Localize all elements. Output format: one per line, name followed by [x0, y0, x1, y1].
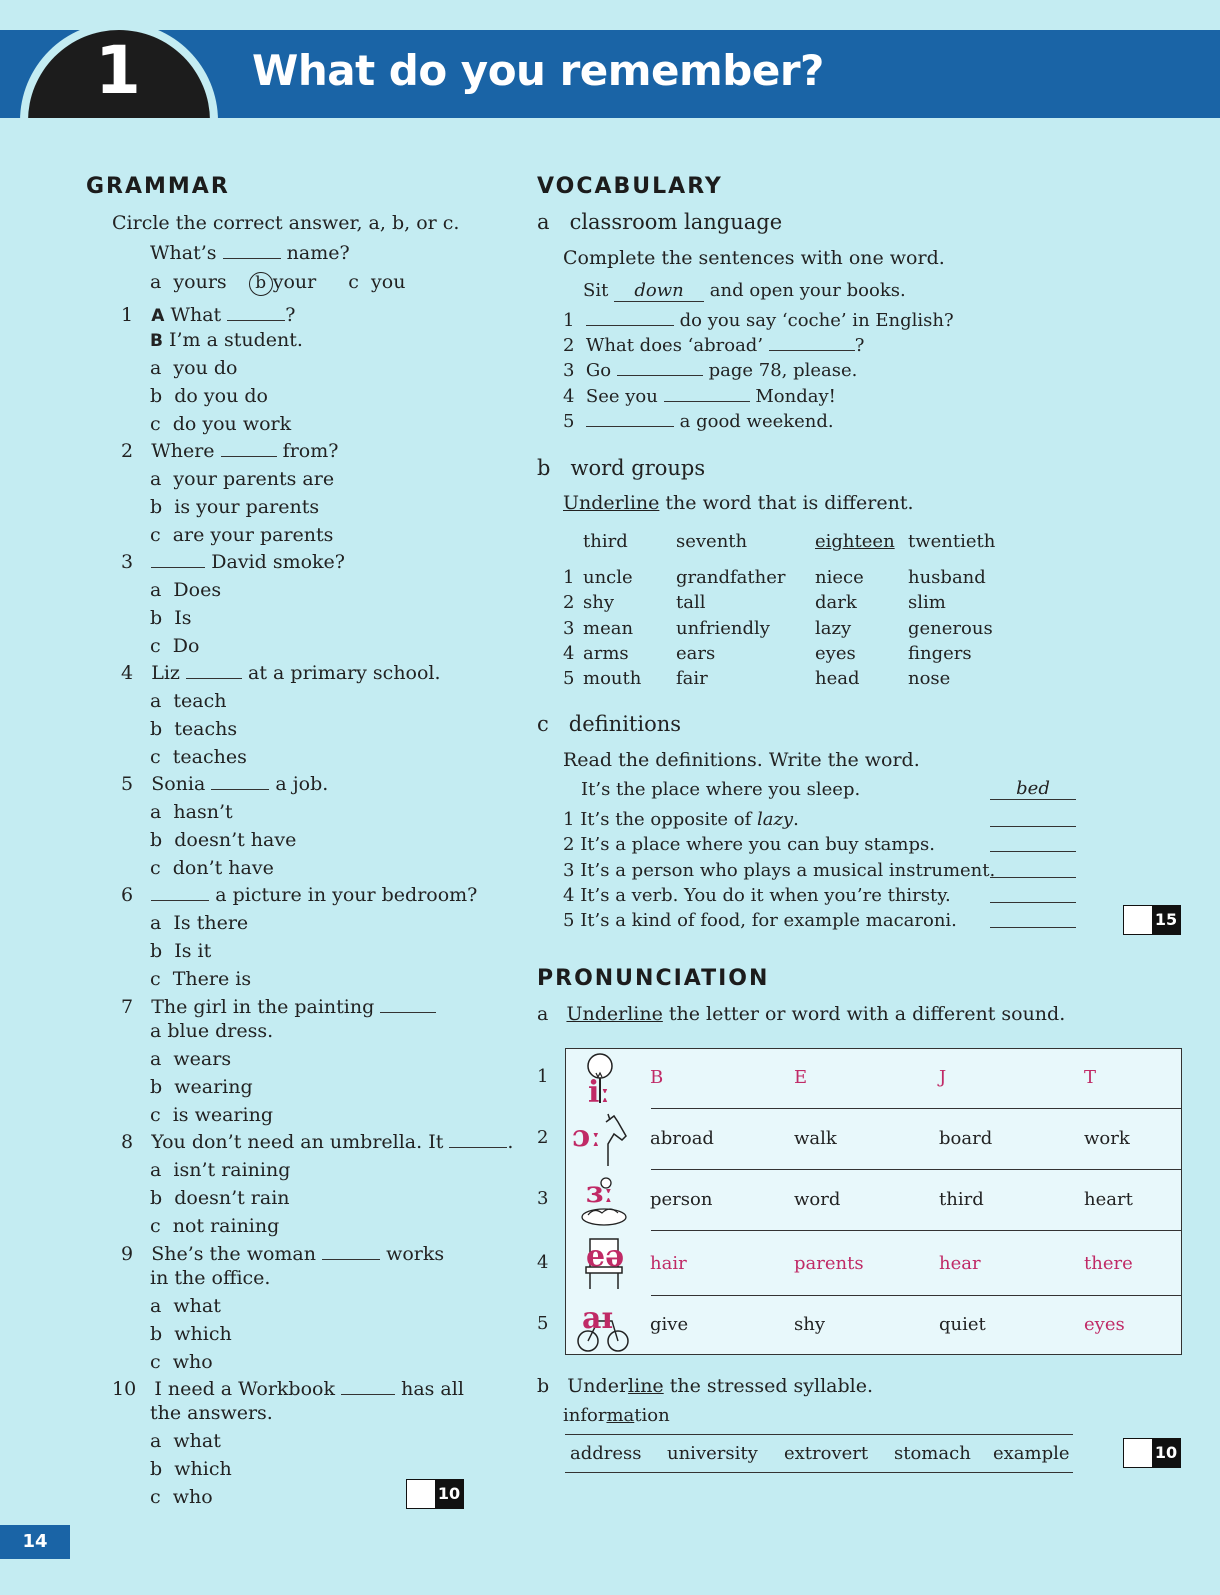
pron-word[interactable]: board — [939, 1128, 993, 1149]
definition-item: 5 It’s a kind of food, for example macaroni. — [563, 910, 957, 932]
grammar-q1-option-a[interactable]: a you do — [150, 357, 238, 379]
pron-word[interactable]: hair — [650, 1253, 687, 1274]
stress-word[interactable]: university — [667, 1443, 758, 1464]
grammar-q4-option-c[interactable]: c teaches — [150, 746, 247, 768]
vocab-a-heading: a classroom language — [537, 210, 783, 234]
word-group-word[interactable]: ears — [676, 642, 716, 664]
grammar-q2-option-a[interactable]: a your parents are — [150, 468, 335, 490]
word-group-word[interactable]: husband — [908, 567, 986, 588]
word-group-number: 2 — [563, 592, 575, 614]
answer-line[interactable] — [990, 826, 1076, 827]
word-group-number: 1 — [563, 567, 575, 588]
grammar-q4: 4 Liz at a primary school. — [121, 662, 441, 684]
vocab-c-instruction: Read the definitions. Write the word. — [563, 749, 920, 771]
word-group-word[interactable]: grandfather — [676, 567, 786, 588]
grammar-q4-option-a[interactable]: a teach — [150, 690, 227, 712]
vocab-a-example: Sit down and open your books. — [583, 280, 906, 301]
vocab-b-example-3: eighteen — [815, 531, 895, 552]
vocab-c-example: It’s the place where you sleep. — [581, 779, 861, 800]
grammar-q2: 2 Where from? — [121, 440, 339, 462]
stress-word[interactable]: stomach — [894, 1443, 971, 1464]
vocab-a-item-5: 5 a good weekend. — [563, 411, 834, 432]
definition-item: 3 It’s a person who plays a musical instrument. — [563, 859, 996, 881]
word-group-word[interactable]: arms — [583, 642, 629, 664]
definition-item: 2 It’s a place where you can buy stamps. — [563, 834, 935, 856]
circled-answer: b — [249, 272, 273, 296]
pron-b-example: information — [563, 1405, 670, 1426]
grammar-q9-option-b[interactable]: b which — [150, 1323, 232, 1345]
pron-word[interactable]: J — [939, 1067, 947, 1088]
pron-word[interactable]: word — [794, 1189, 841, 1210]
phoneme-symbol: aɪ — [582, 1301, 613, 1336]
grammar-example-question: What’s name? — [150, 242, 350, 264]
pron-word[interactable]: E — [794, 1067, 808, 1088]
pron-word[interactable]: hear — [939, 1253, 981, 1274]
pron-row-number: 3 — [537, 1188, 549, 1209]
word-group-word[interactable]: slim — [908, 592, 946, 614]
grammar-q3-option-a[interactable]: a Does — [150, 579, 222, 601]
grammar-instruction: Circle the correct answer, a, b, or c. — [112, 212, 460, 234]
word-group-word[interactable]: mean — [583, 617, 634, 639]
stress-word[interactable]: extrovert — [784, 1443, 869, 1464]
word-group-word[interactable]: nose — [908, 668, 951, 690]
grammar-q9: 9 She’s the woman works — [121, 1243, 445, 1265]
word-group-word[interactable]: tall — [676, 592, 706, 614]
pron-word[interactable]: give — [650, 1314, 689, 1335]
grammar-q1: 1 A What ? — [121, 304, 296, 326]
pron-a-instruction: a Underline the letter or word with a different sound. — [537, 1003, 1066, 1025]
grammar-q4-option-b[interactable]: b teachs — [150, 718, 238, 740]
pronunciation-score-box[interactable]: 10 — [1123, 1438, 1181, 1468]
pron-word[interactable]: person — [650, 1189, 713, 1210]
pron-row-number: 2 — [537, 1127, 549, 1148]
pron-word[interactable]: shy — [794, 1314, 825, 1335]
grammar-q1-reply: B I’m a student. — [150, 329, 303, 351]
grammar-q9-option-c[interactable]: c who — [150, 1351, 213, 1373]
grammar-q7-line2: a blue dress. — [150, 1020, 274, 1042]
answer-line[interactable] — [990, 877, 1076, 878]
word-group-word[interactable]: mouth — [583, 668, 642, 690]
vocabulary-score-box[interactable]: 15 — [1123, 905, 1181, 935]
vocab-b-heading: b word groups — [537, 456, 706, 480]
grammar-q2-option-b[interactable]: b is your parents — [150, 496, 320, 518]
word-group-word[interactable]: shy — [583, 592, 614, 614]
grammar-q10-option-c[interactable]: c who — [150, 1486, 213, 1508]
pron-row-number: 5 — [537, 1313, 549, 1334]
word-group-number: 3 — [563, 617, 575, 639]
word-group-number: 4 — [563, 642, 575, 664]
page-title: What do you remember? — [252, 46, 824, 95]
grammar-q8-option-b[interactable]: b doesn’t rain — [150, 1187, 290, 1209]
vocab-a-item-4: 4 See you Monday! — [563, 386, 836, 407]
definition-item: 1 It’s the opposite of lazy. — [563, 809, 799, 830]
grammar-q7-option-b[interactable]: b wearing — [150, 1076, 253, 1098]
stress-word[interactable]: address — [570, 1443, 642, 1464]
word-group-word[interactable]: eyes — [815, 642, 856, 664]
stress-word[interactable]: example — [993, 1443, 1070, 1464]
grammar-q7: 7 The girl in the painting — [121, 996, 436, 1018]
grammar-q5: 5 Sonia a job. — [121, 773, 329, 795]
phoneme-symbol: eə — [586, 1239, 625, 1274]
word-group-word[interactable]: uncle — [583, 567, 633, 588]
grammar-q10: 10 I need a Workbook has all — [112, 1378, 464, 1400]
pron-word[interactable]: quiet — [939, 1314, 986, 1335]
pron-word[interactable]: abroad — [650, 1128, 714, 1149]
grammar-q7-option-a[interactable]: a wears — [150, 1048, 232, 1070]
grammar-q3-option-b[interactable]: b Is — [150, 607, 192, 629]
grammar-q8-option-c[interactable]: c not raining — [150, 1215, 280, 1237]
grammar-q10-line2: the answers. — [150, 1402, 273, 1424]
vocab-b-example-2: seventh — [676, 531, 748, 552]
pron-word[interactable]: heart — [1084, 1189, 1133, 1210]
grammar-title: GRAMMAR — [86, 174, 230, 199]
grammar-q10-option-b[interactable]: b which — [150, 1458, 232, 1480]
word-group-word[interactable]: niece — [815, 567, 864, 588]
pron-b-instruction: b Underline the stressed syllable. — [537, 1375, 874, 1397]
unit-number: 1 — [95, 32, 141, 109]
word-group-word[interactable]: head — [815, 668, 860, 690]
grammar-q2-option-c[interactable]: c are your parents — [150, 524, 334, 546]
pron-word[interactable]: work — [1084, 1128, 1130, 1149]
pron-row-number: 4 — [537, 1252, 549, 1273]
grammar-q3-option-c[interactable]: c Do — [150, 635, 200, 657]
phoneme-symbol: ɔː — [572, 1119, 602, 1154]
pron-row-number: 1 — [537, 1066, 549, 1087]
phoneme-symbol: iː — [588, 1075, 611, 1110]
grammar-q6-option-c[interactable]: c There is — [150, 968, 252, 990]
word-group-word[interactable]: lazy — [815, 617, 852, 639]
grammar-q9-option-a[interactable]: a what — [150, 1295, 221, 1317]
answer-line[interactable] — [990, 902, 1076, 903]
grammar-q8: 8 You don’t need an umbrella. It . — [121, 1131, 514, 1153]
vocab-b-instruction: Underline the word that is different. — [563, 492, 914, 514]
phoneme-symbol: ɜː — [586, 1175, 614, 1210]
pron-word[interactable]: eyes — [1084, 1314, 1125, 1335]
word-group-word[interactable]: generous — [908, 617, 993, 639]
vocab-b-example-1: third — [583, 531, 628, 552]
pron-word[interactable]: walk — [794, 1128, 837, 1149]
pronunciation-title: PRONUNCIATION — [537, 966, 770, 991]
word-group-number: 5 — [563, 668, 575, 690]
grammar-q1-option-b[interactable]: b do you do — [150, 385, 268, 407]
grammar-q5-option-a[interactable]: a hasn’t — [150, 801, 233, 823]
grammar-q6-option-a[interactable]: a Is there — [150, 912, 249, 934]
grammar-q3: 3 David smoke? — [121, 551, 345, 573]
vocab-c-heading: c definitions — [537, 712, 682, 736]
word-group-word[interactable]: unfriendly — [676, 617, 770, 639]
grammar-q8-option-a[interactable]: a isn’t raining — [150, 1159, 291, 1181]
grammar-q10-option-a[interactable]: a what — [150, 1430, 221, 1452]
vocab-b-example-4: twentieth — [908, 531, 996, 552]
pron-word[interactable]: there — [1084, 1253, 1133, 1274]
vocab-a-item-3: 3 Go page 78, please. — [563, 360, 858, 381]
word-group-word[interactable]: fair — [676, 668, 708, 690]
pron-word[interactable]: third — [939, 1189, 984, 1210]
grammar-q5-option-b[interactable]: b doesn’t have — [150, 829, 297, 851]
page-number: 14 — [0, 1525, 70, 1559]
grammar-q6: 6 a picture in your bedroom? — [121, 884, 478, 906]
pronunciation-table — [565, 1048, 1182, 1355]
pron-word[interactable]: T — [1084, 1067, 1097, 1088]
vocabulary-title: VOCABULARY — [537, 174, 723, 199]
grammar-example-options: a yours b your c you — [150, 271, 405, 296]
word-group-word[interactable]: dark — [815, 592, 857, 614]
pron-word[interactable]: B — [650, 1067, 664, 1088]
vocab-c-example-answer: bed — [990, 778, 1076, 800]
word-group-word[interactable]: fingers — [908, 642, 972, 664]
grammar-q7-option-c[interactable]: c is wearing — [150, 1104, 273, 1126]
grammar-q9-line2: in the office. — [150, 1267, 271, 1289]
answer-line[interactable] — [990, 851, 1076, 852]
vocab-a-instruction: Complete the sentences with one word. — [563, 247, 945, 269]
vocab-a-item-2: 2 What does ‘abroad’ ? — [563, 335, 865, 356]
definition-item: 4 It’s a verb. You do it when you’re thirsty. — [563, 884, 951, 906]
pron-word[interactable]: parents — [794, 1253, 864, 1274]
grammar-q6-option-b[interactable]: b Is it — [150, 940, 212, 962]
grammar-q1-option-c[interactable]: c do you work — [150, 413, 292, 435]
vocab-a-item-1: 1 do you say ‘coche’ in English? — [563, 310, 954, 331]
grammar-score-box[interactable]: 10 — [406, 1479, 464, 1509]
answer-line[interactable] — [990, 927, 1076, 928]
grammar-q5-option-c[interactable]: c don’t have — [150, 857, 274, 879]
